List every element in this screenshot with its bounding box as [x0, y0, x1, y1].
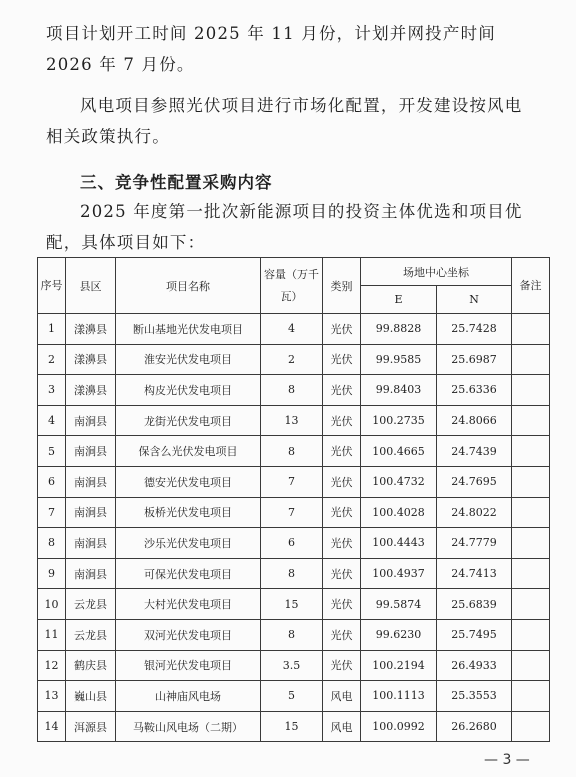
cell-capacity: 6 [261, 528, 323, 559]
cell-type: 光伏 [323, 558, 361, 589]
cell-county: 云龙县 [66, 619, 116, 650]
header-type: 类别 [323, 258, 361, 314]
cell-e: 100.2735 [361, 405, 437, 436]
cell-county: 漾濞县 [66, 344, 116, 375]
cell-n: 24.7695 [437, 466, 512, 497]
cell-n: 25.3553 [437, 681, 512, 712]
cell-seq: 12 [38, 650, 66, 681]
cell-name: 大村光伏发电项目 [116, 589, 261, 620]
cell-n: 25.6336 [437, 375, 512, 406]
table-row [38, 466, 550, 497]
cell-note [512, 711, 550, 742]
cell-name: 山神庙风电场 [116, 681, 261, 712]
cell-seq: 10 [38, 589, 66, 620]
cell-county: 南涧县 [66, 497, 116, 528]
cell-n: 24.7413 [437, 558, 512, 589]
project-table [37, 257, 550, 742]
cell-type: 光伏 [323, 375, 361, 406]
table-body [38, 314, 550, 742]
cell-name: 断山基地光伏发电项目 [116, 314, 261, 345]
cell-e: 99.9585 [361, 344, 437, 375]
cell-note [512, 405, 550, 436]
cell-note [512, 497, 550, 528]
cell-note [512, 528, 550, 559]
cell-seq: 8 [38, 528, 66, 559]
cell-e: 100.4732 [361, 466, 437, 497]
intro-paragraph-schedule: 项目计划开工时间 2025 年 11 月份，计划并网投产时间 2026 年 7 月份。 [46, 24, 496, 74]
intro-paragraph-projects: 2025 年度第一批次新能源项目的投资主体优选和项目优配，具体项目如下： [46, 202, 523, 252]
cell-type: 光伏 [323, 589, 361, 620]
table-row [38, 314, 550, 345]
cell-note [512, 619, 550, 650]
cell-type: 光伏 [323, 314, 361, 345]
table-row [38, 558, 550, 589]
cell-name: 可保光伏发电项目 [116, 558, 261, 589]
table-row [38, 528, 550, 559]
header-capacity: 容量（万千瓦） [261, 258, 323, 314]
table-row [38, 650, 550, 681]
cell-type: 光伏 [323, 344, 361, 375]
cell-capacity: 8 [261, 619, 323, 650]
cell-e: 99.8403 [361, 375, 437, 406]
cell-county: 南涧县 [66, 528, 116, 559]
header-note: 备注 [512, 258, 550, 314]
cell-county: 南涧县 [66, 436, 116, 467]
cell-n: 24.8066 [437, 405, 512, 436]
table-row [38, 711, 550, 742]
cell-capacity: 15 [261, 589, 323, 620]
cell-note [512, 466, 550, 497]
cell-name: 淮安光伏发电项目 [116, 344, 261, 375]
section-heading: 三、竞争性配置采购内容 [80, 173, 273, 192]
cell-e: 99.5874 [361, 589, 437, 620]
cell-seq: 5 [38, 436, 66, 467]
table-row [38, 436, 550, 467]
cell-seq: 6 [38, 466, 66, 497]
cell-type: 光伏 [323, 405, 361, 436]
cell-seq: 2 [38, 344, 66, 375]
cell-type: 光伏 [323, 619, 361, 650]
cell-e: 100.1113 [361, 681, 437, 712]
cell-name: 龙街光伏发电项目 [116, 405, 261, 436]
cell-type: 光伏 [323, 650, 361, 681]
cell-note [512, 344, 550, 375]
cell-e: 100.4028 [361, 497, 437, 528]
cell-county: 南涧县 [66, 466, 116, 497]
cell-seq: 4 [38, 405, 66, 436]
cell-e: 100.0992 [361, 711, 437, 742]
cell-name: 马鞍山风电场（二期） [116, 711, 261, 742]
cell-n: 24.7779 [437, 528, 512, 559]
cell-capacity: 7 [261, 497, 323, 528]
header-county: 县区 [66, 258, 116, 314]
cell-seq: 1 [38, 314, 66, 345]
cell-type: 光伏 [323, 497, 361, 528]
cell-n: 25.6839 [437, 589, 512, 620]
cell-e: 100.4443 [361, 528, 437, 559]
page-number: — 3 — [484, 752, 530, 768]
cell-seq: 7 [38, 497, 66, 528]
cell-county: 南涧县 [66, 558, 116, 589]
cell-n: 26.2680 [437, 711, 512, 742]
cell-n: 25.6987 [437, 344, 512, 375]
header-coord-e: E [361, 286, 437, 314]
cell-note [512, 589, 550, 620]
cell-county: 云龙县 [66, 589, 116, 620]
cell-seq: 14 [38, 711, 66, 742]
cell-n: 25.7495 [437, 619, 512, 650]
cell-name: 德安光伏发电项目 [116, 466, 261, 497]
cell-seq: 3 [38, 375, 66, 406]
cell-type: 光伏 [323, 528, 361, 559]
cell-capacity: 4 [261, 314, 323, 345]
cell-seq: 11 [38, 619, 66, 650]
cell-capacity: 2 [261, 344, 323, 375]
cell-type: 光伏 [323, 466, 361, 497]
cell-capacity: 8 [261, 436, 323, 467]
cell-type: 风电 [323, 711, 361, 742]
cell-e: 100.2194 [361, 650, 437, 681]
cell-n: 24.7439 [437, 436, 512, 467]
cell-note [512, 436, 550, 467]
cell-capacity: 8 [261, 558, 323, 589]
cell-name: 板桥光伏发电项目 [116, 497, 261, 528]
intro-paragraph-wind-policy: 风电项目参照光伏项目进行市场化配置，开发建设按风电相关政策执行。 [46, 96, 523, 146]
cell-county: 鹤庆县 [66, 650, 116, 681]
cell-capacity: 15 [261, 711, 323, 742]
cell-n: 24.8022 [437, 497, 512, 528]
cell-n: 25.7428 [437, 314, 512, 345]
cell-county: 漾濞县 [66, 314, 116, 345]
cell-name: 沙乐光伏发电项目 [116, 528, 261, 559]
cell-county: 巍山县 [66, 681, 116, 712]
cell-capacity: 7 [261, 466, 323, 497]
cell-e: 100.4937 [361, 558, 437, 589]
table-row [38, 497, 550, 528]
cell-county: 洱源县 [66, 711, 116, 742]
cell-seq: 9 [38, 558, 66, 589]
cell-note [512, 681, 550, 712]
table-row [38, 375, 550, 406]
cell-note [512, 650, 550, 681]
cell-capacity: 5 [261, 681, 323, 712]
cell-name: 构皮光伏发电项目 [116, 375, 261, 406]
header-project-name: 项目名称 [116, 258, 261, 314]
cell-name: 银河光伏发电项目 [116, 650, 261, 681]
cell-county: 漾濞县 [66, 375, 116, 406]
table-row [38, 405, 550, 436]
cell-e: 99.6230 [361, 619, 437, 650]
cell-name: 双河光伏发电项目 [116, 619, 261, 650]
table-row [38, 619, 550, 650]
cell-seq: 13 [38, 681, 66, 712]
table-row [38, 681, 550, 712]
header-coord-n: N [437, 286, 512, 314]
cell-note [512, 558, 550, 589]
cell-note [512, 314, 550, 345]
cell-capacity: 13 [261, 405, 323, 436]
cell-note [512, 375, 550, 406]
cell-n: 26.4933 [437, 650, 512, 681]
cell-capacity: 3.5 [261, 650, 323, 681]
cell-name: 保含么光伏发电项目 [116, 436, 261, 467]
header-coordinates: 场地中心坐标 [361, 258, 512, 286]
table-row [38, 344, 550, 375]
table-row [38, 589, 550, 620]
cell-e: 99.8828 [361, 314, 437, 345]
cell-capacity: 8 [261, 375, 323, 406]
header-seq: 序号 [38, 258, 66, 314]
cell-e: 100.4665 [361, 436, 437, 467]
cell-county: 南涧县 [66, 405, 116, 436]
cell-type: 光伏 [323, 436, 361, 467]
cell-type: 风电 [323, 681, 361, 712]
